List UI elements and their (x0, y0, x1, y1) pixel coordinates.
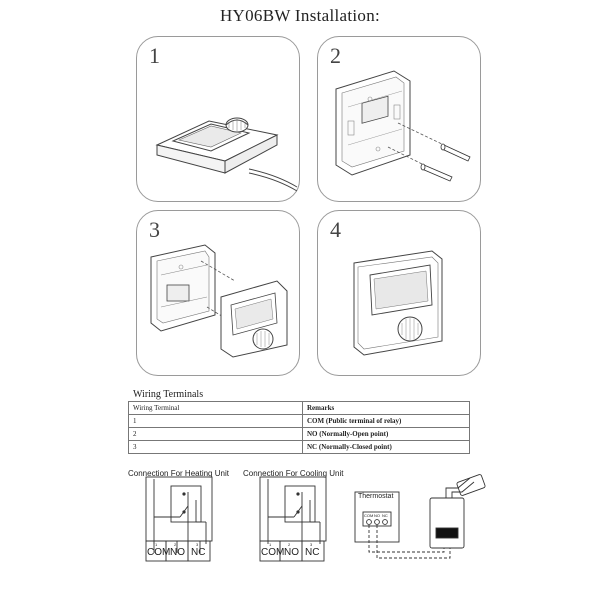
step-number: 4 (330, 217, 341, 242)
terminal-label-com: COM (261, 547, 285, 558)
step-1-panel (136, 36, 300, 202)
table-row (129, 415, 470, 428)
terminal-label-no: NO (170, 547, 185, 558)
table-cell: COM (Public terminal of relay) (303, 415, 470, 428)
step-number: 3 (149, 217, 160, 242)
terminal-label-nc: NC (305, 547, 320, 558)
table-row (129, 441, 470, 454)
backplate-screws-illustration (318, 37, 480, 201)
installed-thermostat-illustration (318, 211, 480, 375)
wiring-terminals-table (128, 401, 470, 454)
step-2-panel (317, 36, 481, 202)
table-header: Wiring Terminal (129, 402, 303, 415)
step-4-panel (317, 210, 481, 376)
table-header-row (129, 402, 470, 415)
step-number: 1 (149, 43, 160, 68)
terminal-number: 1 (269, 542, 272, 547)
step-number: 2 (330, 43, 341, 68)
terminal-label-com: COM (147, 547, 171, 558)
terminal-number: 3 (196, 542, 199, 547)
table-header: Remarks (303, 402, 470, 415)
terminal-label-no: NO (284, 547, 299, 558)
cooling-caption: Connection For Cooling Unit (243, 469, 344, 478)
terminal-number: 3 (310, 542, 313, 547)
terminal-label-nc: NC (191, 547, 206, 558)
heating-caption: Connection For Heating Unit (128, 469, 229, 478)
thermostat-terminal-label: COM (364, 513, 374, 518)
table-cell: 2 (129, 428, 303, 441)
thermostat-label: Thermostat (358, 493, 394, 500)
page-title: HY06BW Installation: (219, 6, 381, 25)
attach-front-illustration (137, 211, 299, 375)
step-3-panel (136, 210, 300, 376)
table-cell: 3 (129, 441, 303, 454)
terminal-number: 2 (174, 542, 177, 547)
table-row (129, 428, 470, 441)
terminal-number: 1 (155, 542, 158, 547)
thermostat-terminal-label: NC (382, 513, 388, 518)
wiring-table-title: Wiring Terminals (133, 389, 204, 400)
table-cell: 1 (129, 415, 303, 428)
table-cell: NC (Normally-Closed point) (303, 441, 470, 454)
thermostat-terminal-label: NO (374, 513, 380, 518)
thermostat-unit-illustration (137, 37, 299, 201)
terminal-number: 2 (288, 542, 291, 547)
table-cell: NO (Normally-Open point) (303, 428, 470, 441)
